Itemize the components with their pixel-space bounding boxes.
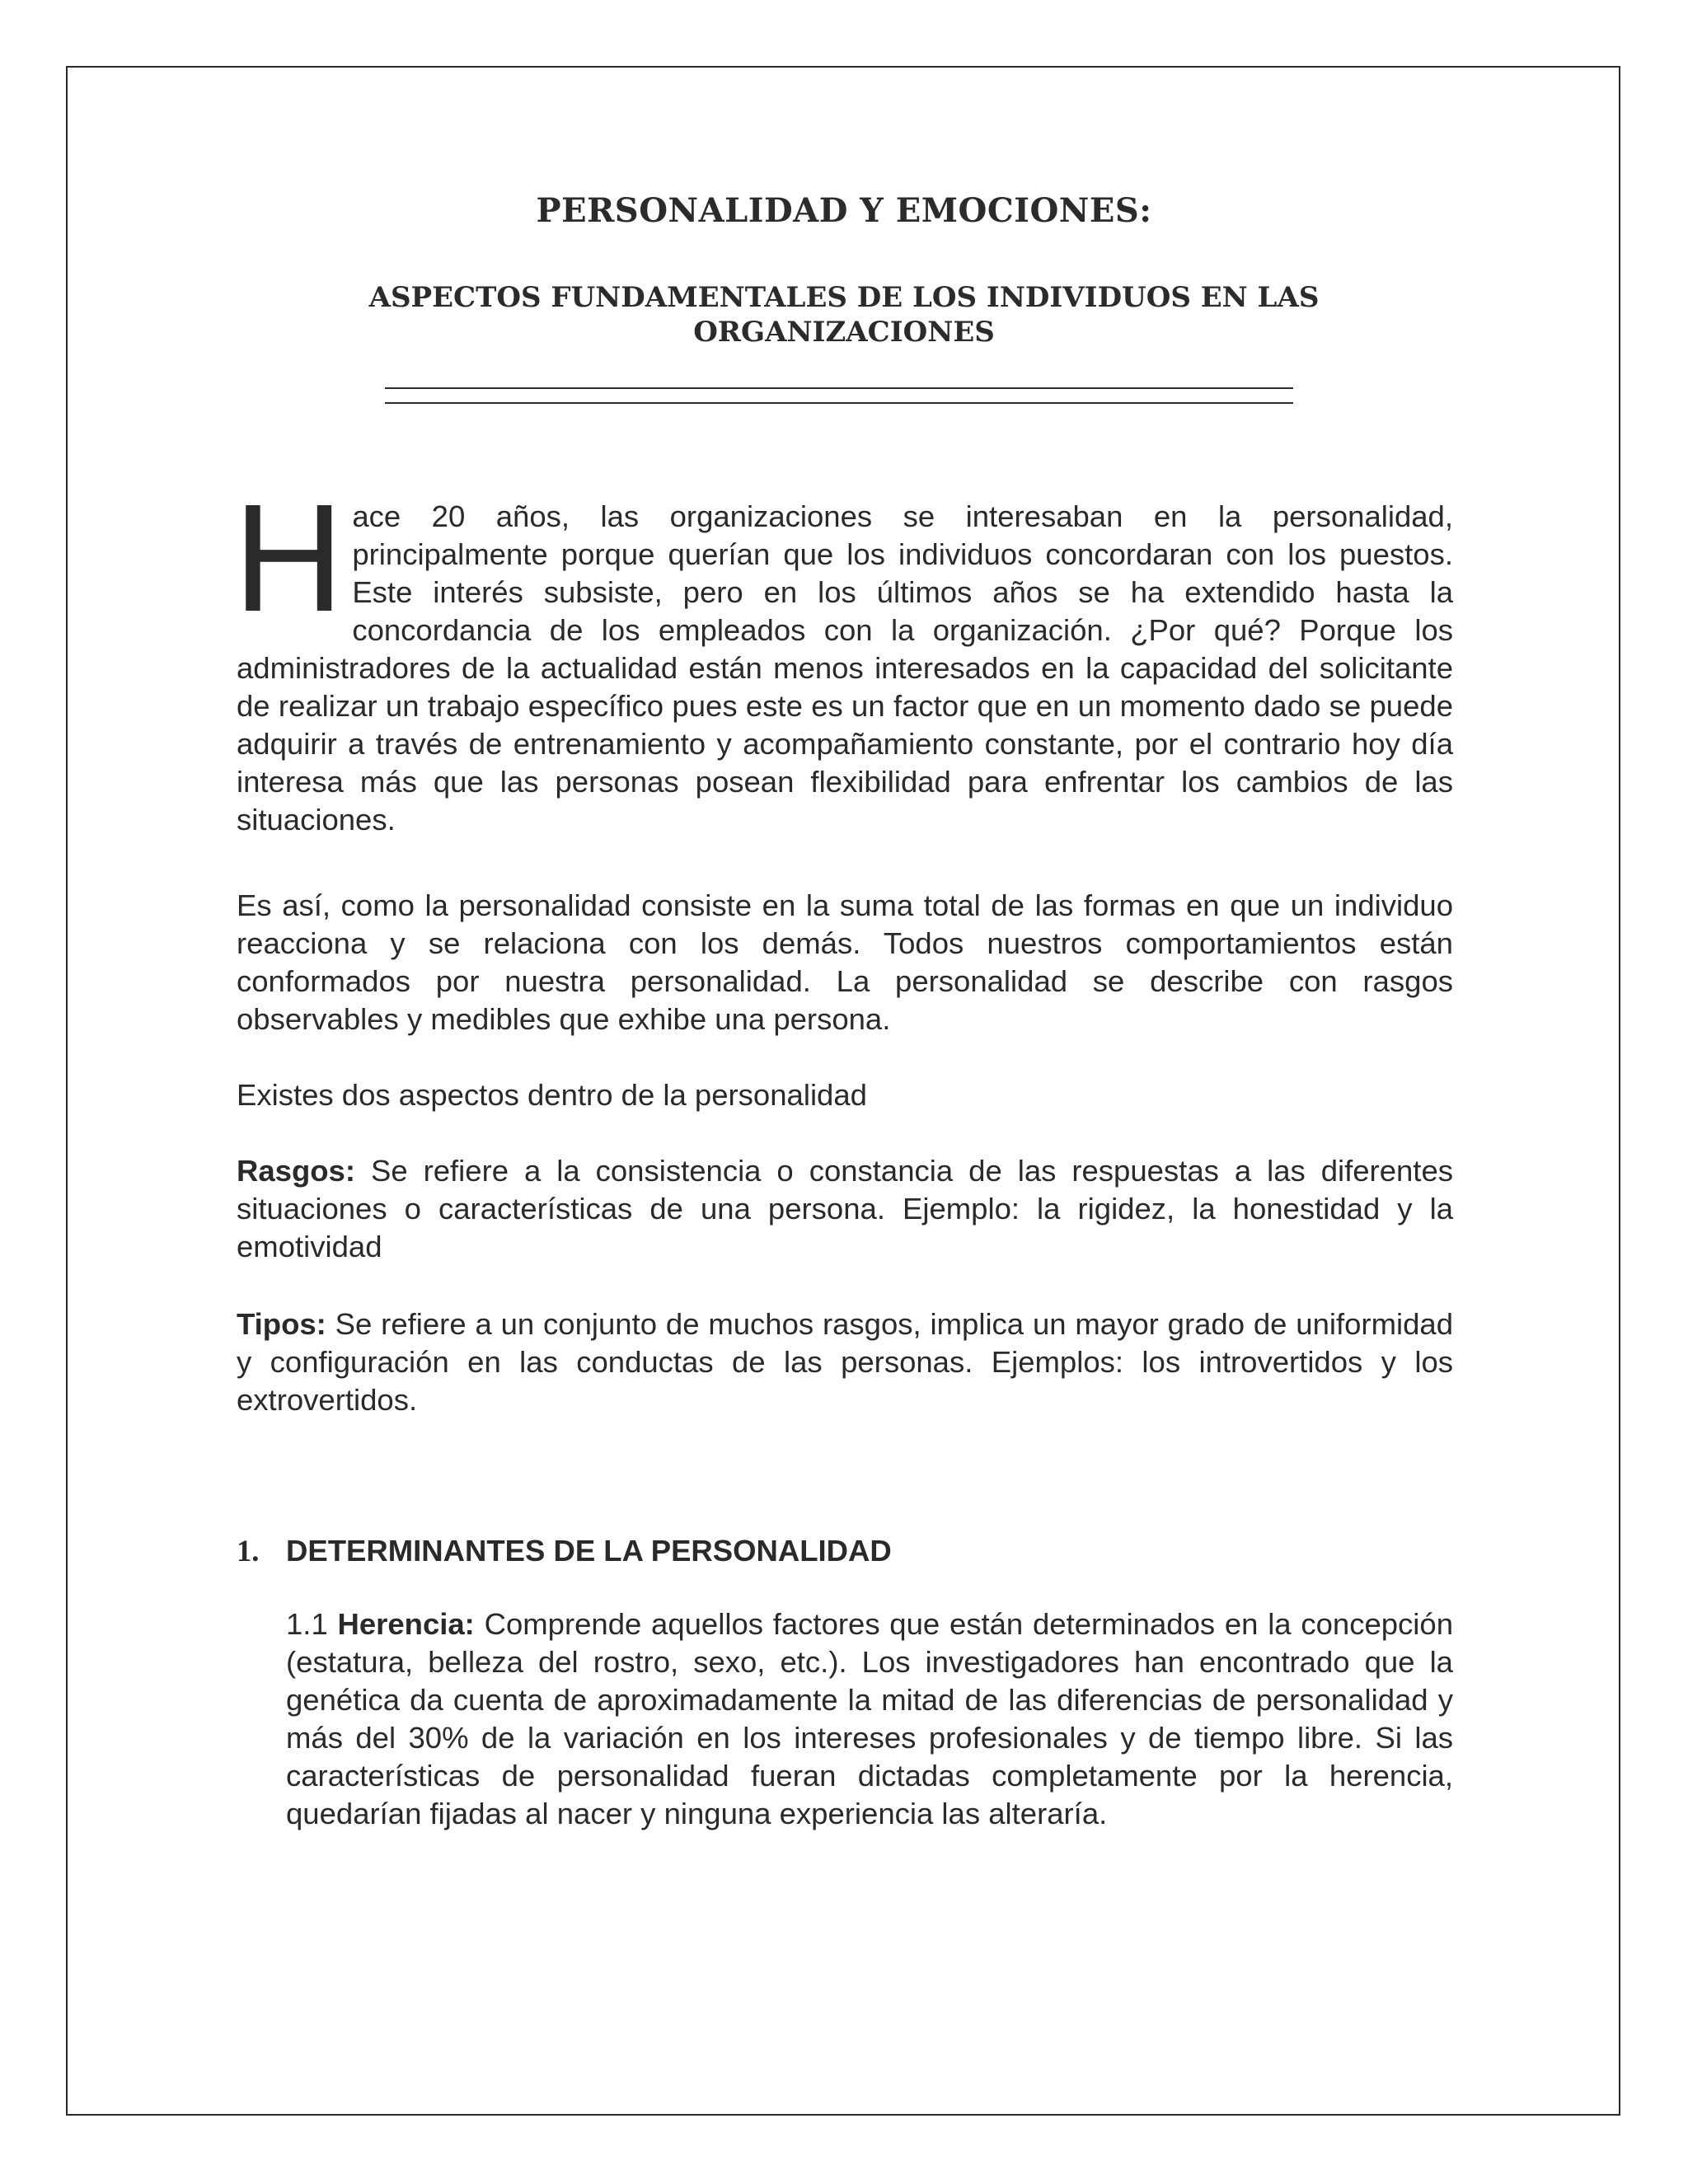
document-subtitle: ASPECTOS FUNDAMENTALES DE LOS INDIVIDUOS EN LAS ORGANIZACIONES [368,281,1320,349]
title-rule-top [385,387,1293,389]
tipos-text: Se refiere a un conjunto de muchos rasgos, implica un mayor grado de uniformidad y configuración en las conductas de las personas. Ejemplos: los introvertidos y los extrovertidos. [237,1307,1453,1417]
herencia-text: Comprende aquellos factores que están determinados en la concepción (estatura, belleza del rostro, sexo, etc.). Los investigadores han encontrado que la genética da cuenta de aproximadamente la mitad de las diferencias de personalidad y más del 30% de la variación en los intereses profesionales y de tiempo libre. Si las características de personalidad fueran dictadas completamente por la herencia, quedarían fijadas al nacer y ninguna experiencia las alteraría. [286,1607,1453,1830]
rasgos-label: Rasgos: [237,1154,356,1188]
paragraph-personality-definition [237,887,1453,1038]
tipos-label: Tipos: [237,1307,326,1341]
paragraph-rasgos [237,1152,1453,1266]
document-title: PERSONALIDAD Y EMOCIONES: [536,191,1152,230]
section-heading [237,1533,892,1568]
paragraph-2-text: Es así, como la personalidad consiste en la suma total de las formas en que un individuo reacciona y se relaciona con los demás. Todos nuestros comportamientos están conformados por nuestra personalidad. La personalidad se describe con rasgos observables y medibles que exhibe una persona. [237,888,1453,1036]
paragraph-two-aspects [237,1076,1453,1114]
paragraph-tipos [237,1305,1453,1419]
paragraph-3-text: Existes dos aspectos dentro de la personalidad [237,1078,867,1112]
rasgos-text: Se refiere a la consistencia o constancia de las respuestas a las diferentes situaciones o características de una persona. Ejemplo: la rigidez, la honestidad y la emotividad [237,1154,1453,1263]
intro-paragraph [233,473,1453,839]
section-title: DETERMINANTES DE LA PERSONALIDAD [286,1534,892,1568]
herencia-label: Herencia: [337,1607,475,1641]
subsection-number: 1.1 [286,1607,338,1641]
section-number: 1. [237,1534,260,1568]
subsection-herencia [286,1605,1453,1833]
intro-text: ace 20 años, las organizaciones se interesaban en la personalidad, principalmente porque querían que los individuos concordaran con los puestos. Este interés subsiste, pero en los últimos años se ha extendido hasta la concordancia de los empleados con la organización. ¿Por qué? Porque los administradores de la actualidad están menos interesados en la capacidad del solicitante de realizar un trabajo específico pues este es un factor que en un momento dado se puede adquirir a través de entrenamiento y acompañamiento constante, por el contrario hoy día interesa más que las personas posean flexibilidad para enfrentar los cambios de las situaciones. [237,499,1453,837]
title-rule-bottom [385,402,1293,404]
drop-cap: H [233,473,345,644]
